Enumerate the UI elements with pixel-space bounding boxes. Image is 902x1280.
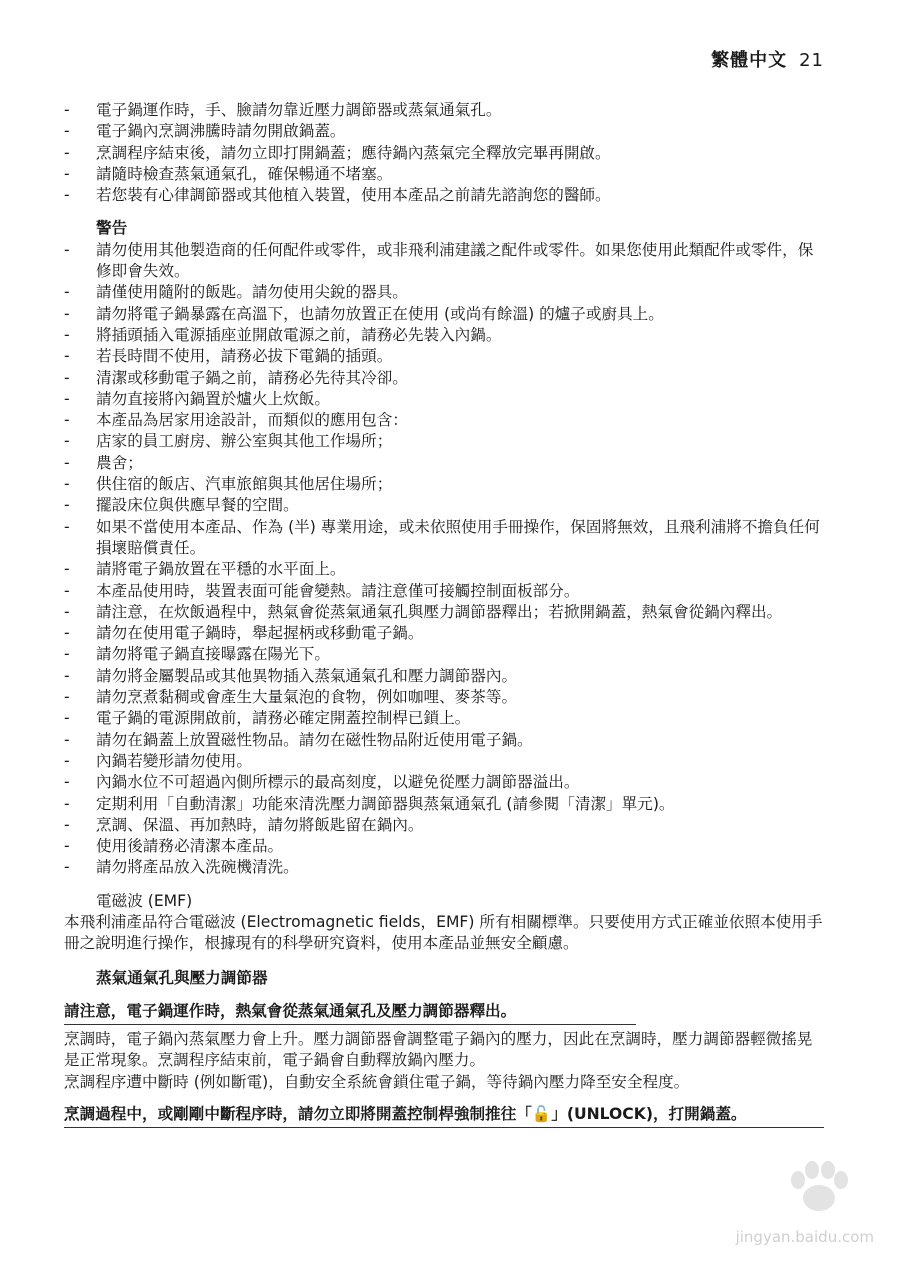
warning-heading: 警告 [96, 219, 128, 238]
page-header [711, 46, 824, 72]
list-item: - 使用後請務必清潔本產品。 [64, 836, 824, 857]
list-item: - 將插頭插入電源插座並開啟電源之前，請務必先裝入內鍋。 [64, 325, 824, 346]
notice-underlined: 請注意，電子鍋運作時，熱氣會從蒸氣通氣孔及壓力調節器釋出。 [64, 1001, 636, 1025]
list-item: - 供住宿的飯店、汽車旅館與其他居住場所； [64, 474, 824, 495]
paw-logo-icon [784, 1158, 854, 1218]
caution-list [64, 100, 824, 206]
watermark-text: jingyan.baidu.com [735, 1228, 874, 1246]
list-item: - 電子鍋內烹調沸騰時請勿開啟鍋蓋。 [64, 121, 824, 142]
list-item: - 農舍； [64, 453, 824, 474]
list-item: - 若長時間不使用，請務必拔下電鍋的插頭。 [64, 346, 824, 367]
paragraph-line: 烹調時，電子鍋內蒸氣壓力會上升。壓力調節器會調整電子鍋內的壓力，因此在烹調時，壓力調節器輕微搖晃是正常現象。烹調程序結束前，電子鍋會自動釋放鍋內壓力。 [64, 1030, 813, 1070]
list-item: - 本產品使用時，裝置表面可能會變熱。請注意僅可接觸控制面板部分。 [64, 581, 824, 602]
list-item: - 本產品為居家用途設計，而類似的應用包含： [64, 410, 824, 431]
language-title: 繁體中文 [711, 50, 788, 71]
list-item: - 內鍋水位不可超過內側所標示的最高刻度，以避免從壓力調節器溢出。 [64, 772, 824, 793]
list-item: - 清潔或移動電子鍋之前，請務必先待其冷卻。 [64, 368, 824, 389]
emf-paragraph: 本飛利浦產品符合電磁波 (Electromagnetic fields，EMF) 所有相關標準。只要使用方式正確並依照本使用手冊之說明進行操作，根據現有的科學研究資料，使用本產品並無安全顧慮。 [64, 912, 823, 953]
page-number: 21 [799, 50, 824, 71]
list-item: - 烹調、保溫、再加熱時，請勿將飯匙留在鍋內。 [64, 815, 824, 836]
list-item: - 請勿將電子鍋直接曝露在陽光下。 [64, 644, 824, 665]
list-item: - 定期利用「自動清潔」功能來清洗壓力調節器與蒸氣通氣孔 (請參閱「清潔」單元)。 [64, 794, 824, 815]
steam-vent-heading: 蒸氣通氣孔與壓力調節器 [96, 968, 268, 987]
list-item: - 如果不當使用本產品、作為 (半) 專業用途，或未依照使用手冊操作，保固將無效，且飛利浦將不擔負任何損壞賠償責任。 [64, 517, 824, 560]
emf-heading: 電磁波 (EMF) [96, 891, 193, 910]
document-body [64, 100, 824, 1128]
list-item: - 烹調程序結束後，請勿立即打開鍋蓋；應待鍋內蒸氣完全釋放完畢再開啟。 [64, 143, 824, 164]
list-item: - 電子鍋運作時，手、臉請勿靠近壓力調節器或蒸氣通氣孔。 [64, 100, 824, 121]
warning-list [64, 240, 824, 879]
notice-underlined: 烹調過程中，或剛剛中斷程序時，請勿立即將開蓋控制桿強制推往「🔓」(UNLOCK)，打開鍋蓋。 [64, 1104, 824, 1128]
list-item: - 請勿烹煮黏稠或會產生大量氣泡的食物，例如咖哩、麥茶等。 [64, 687, 824, 708]
list-item: - 請勿在鍋蓋上放置磁性物品。請勿在磁性物品附近使用電子鍋。 [64, 730, 824, 751]
list-item: - 請僅使用隨附的飯匙。請勿使用尖銳的器具。 [64, 282, 824, 303]
pressure-paragraph [64, 1029, 824, 1093]
list-item: - 請勿將電子鍋暴露在高溫下，也請勿放置正在使用 (或尚有餘溫) 的爐子或廚具上。 [64, 304, 824, 325]
list-item: - 內鍋若變形請勿使用。 [64, 751, 824, 772]
list-item: - 請勿將金屬製品或其他異物插入蒸氣通氣孔和壓力調節器內。 [64, 666, 824, 687]
list-item: - 請勿使用其他製造商的任何配件或零件，或非飛利浦建議之配件或零件。如果您使用此類配件或零件，保修即會失效。 [64, 240, 824, 283]
list-item: - 請勿將產品放入洗碗機清洗。 [64, 857, 824, 878]
list-item: - 請勿在使用電子鍋時，舉起握柄或移動電子鍋。 [64, 623, 824, 644]
list-item: - 請注意，在炊飯過程中，熱氣會從蒸氣通氣孔與壓力調節器釋出；若掀開鍋蓋，熱氣會從鍋內釋出。 [64, 602, 824, 623]
paragraph-line: 烹調程序遭中斷時 (例如斷電)，自動安全系統會鎖住電子鍋，等待鍋內壓力降至安全程度。 [64, 1072, 690, 1091]
list-item: - 請隨時檢查蒸氣通氣孔，確保暢通不堵塞。 [64, 164, 824, 185]
list-item: - 若您裝有心律調節器或其他植入裝置，使用本產品之前請先諮詢您的醫師。 [64, 185, 824, 206]
list-item: - 擺設床位與供應早餐的空間。 [64, 495, 824, 516]
list-item: - 請勿直接將內鍋置於爐火上炊飯。 [64, 389, 824, 410]
list-item: - 店家的員工廚房、辦公室與其他工作場所； [64, 431, 824, 452]
list-item: - 請將電子鍋放置在平穩的水平面上。 [64, 559, 824, 580]
list-item: - 電子鍋的電源開啟前，請務必確定開蓋控制桿已鎖上。 [64, 708, 824, 729]
